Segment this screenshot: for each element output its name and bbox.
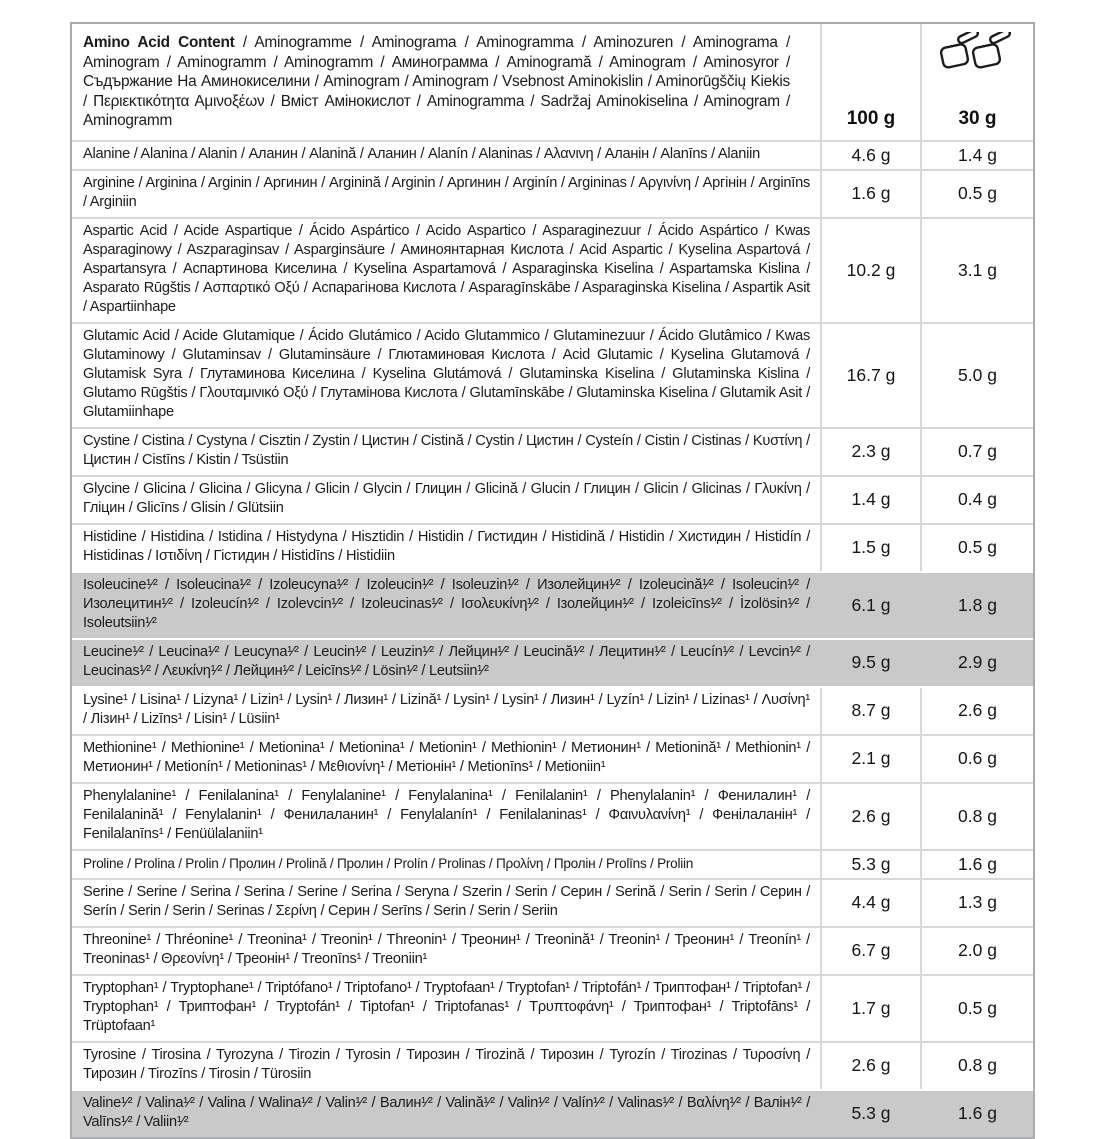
value-30g-cell: 1.3 g — [920, 880, 1033, 926]
amino-names-cell: Lysine¹ / Lisina¹ / Lizyna¹ / Lizin¹ / Lysin¹ / Лизин¹ / Lizină¹ / Lysin¹ / Lysin¹ / Лизин¹ / Lyzín¹ / Lizin¹ / Lizinas¹ / Λυσίνη¹ / Лізин¹ / Lizīns¹ / Lisin¹ / Lüsiin¹ — [83, 691, 810, 727]
amino-names-cell: Tyrosine / Tirosina / Tyrozyna / Tirozin / Tyrosin / Тирозин / Tirozină / Тирозин / Tyrozín / Tirozinas / Τυροσίνη / Тирозин / Tirozīns / Tirosin / Türosiin — [83, 1046, 810, 1082]
value-100g-cell: 16.7 g — [820, 324, 920, 427]
table-row-isoleucine — [72, 571, 1033, 638]
amino-names-cell: Phenylalanine¹ / Fenilalanina¹ / Fenylalanine¹ / Fenylalanina¹ / Fenilalanin¹ / Phenylalanin¹ / Фенилалин¹ / Fenilalanină¹ / Fenylalanin¹ / Фенилаланин¹ / Fenylalanín¹ / Fenilalaninas¹ / Φαινυλανίνη¹ / Фенілаланін¹ / Fenilalanīns¹ / Fenüülalaniin¹ — [83, 787, 810, 842]
column-header-30g: 30 g — [920, 24, 1033, 140]
column-header-100g: 100 g — [820, 24, 920, 140]
value-100g-cell: 1.7 g — [820, 976, 920, 1041]
value-100g-cell: 10.2 g — [820, 219, 920, 322]
amino-names-cell: Glycine / Glicina / Glicina / Glicyna / Glicin / Glycin / Глицин / Glicină / Glucin / Глицин / Glicin / Glicinas / Γλυκίνη / Гліцин / Glicīns / Glisin / Glütsiin — [83, 480, 810, 516]
value-30g-cell: 2.9 g — [958, 652, 997, 672]
value-100g-cell: 2.6 g — [820, 1043, 920, 1089]
value-30g-cell: 0.8 g — [920, 784, 1033, 849]
header-row — [72, 24, 1033, 140]
value-30g-cell: 0.7 g — [920, 429, 1033, 475]
table-row-histidine — [72, 523, 1033, 571]
table-row-tyrosine — [72, 1041, 1033, 1089]
table-row-threonine — [72, 926, 1033, 974]
amino-names-cell: Glutamic Acid / Acide Glutamique / Ácido Glutámico / Acido Glutammico / Glutaminezuur / Ácido Glutâmico / Kwas Glutaminowy / Glutaminsav / Glutaminsäure / Глютаминовая Кислота / Acid Glutamic / Kyselina Glutamová / Glutamisk Syra / Глутаминова Киселина / Kyselina Glutámová / Glutaminska Kiselina / Glutaminska Kislina / Glutamo Rūgštis / Γλουταμινικό Οξύ / Глутамінова Кислота / Glutamīnskābe / Glutaminska Kiselina / Glutamik Asit / Glutamiinhape — [83, 327, 810, 420]
value-100g-cell: 9.5 g — [851, 652, 891, 672]
value-100g-cell: 1.6 g — [820, 171, 920, 217]
value-30g-cell: 3.1 g — [920, 219, 1033, 322]
scoop-icons — [938, 32, 1018, 74]
value-30g-cell: 5.0 g — [920, 324, 1033, 427]
table-row-phenylalanine — [72, 782, 1033, 849]
value-100g-cell: 5.3 g — [851, 1103, 891, 1123]
amino-acid-table — [70, 22, 1035, 1139]
amino-names-cell: Tryptophan¹ / Tryptophane¹ / Triptófano¹ / Triptofano¹ / Tryptofaan¹ / Tryptofan¹ / Triptofán¹ / Триптофан¹ / Triptofan¹ / Tryptophan¹ / Триптофан¹ / Tryptofán¹ / Tiptofan¹ / Triptofanas¹ / Τρυπτοφάνη¹ / Триптофан¹ / Triptofāns¹ / Trüptofaan¹ — [83, 979, 810, 1034]
table-title-bold: Amino Acid Content — [83, 34, 235, 51]
amino-names-cell: Methionine¹ / Methionine¹ / Metionina¹ / Metionina¹ / Metionin¹ / Methionin¹ / Метионин¹ / Metionină¹ / Methionin¹ / Метионин¹ / Metionín¹ / Metioninas¹ / Μεθιονίνη¹ / Метіонін¹ / Metionīns¹ / Metioniin¹ — [83, 739, 810, 775]
table-row-proline — [72, 849, 1033, 878]
amino-names-cell: Alanine / Alanina / Alanin / Аланин / Alanină / Аланин / Alanín / Alaninas / Αλανινη / Аланін / Alanīns / Alaniin — [83, 145, 760, 162]
value-100g-cell: 6.1 g — [851, 594, 891, 615]
value-100g-cell: 2.6 g — [820, 784, 920, 849]
value-100g-cell: 8.7 g — [820, 688, 920, 734]
table-row-methionine — [72, 734, 1033, 782]
value-100g-cell: 4.6 g — [820, 142, 920, 169]
value-100g-cell: 1.5 g — [820, 525, 920, 571]
table-row-aspartic-acid — [72, 217, 1033, 322]
table-row-glutamic-acid — [72, 322, 1033, 427]
amino-names-cell: Leucine¹⁄² / Leucina¹⁄² / Leucyna¹⁄² / Leucin¹⁄² / Leuzin¹⁄² / Лейцин¹⁄² / Leucină¹⁄² / Лецитин¹⁄² / Leucín¹⁄² / Levcin¹⁄² / Leucinas¹⁄² / Λευκίνη¹⁄² / Лейцин¹⁄² / Leicīns¹⁄² / Lösin¹⁄² / Leutsiin¹⁄² — [83, 643, 810, 679]
value-30g-cell: 0.5 g — [920, 525, 1033, 571]
table-row-serine — [72, 878, 1033, 926]
value-100g-cell: 5.3 g — [820, 851, 920, 878]
amino-names-cell: Histidine / Histidina / Istidina / Histydyna / Hisztidin / Histidin / Гистидин / Histidină / Histidin / Хистидин / Histidín / Histidinas / Ιστιδίνη / Гістидин / Histidīns / Histidiin — [83, 528, 810, 564]
value-30g-cell: 1.8 g — [958, 594, 997, 615]
table-row-valine — [72, 1089, 1033, 1137]
value-30g-cell: 0.6 g — [920, 736, 1033, 782]
table-row-lysine — [72, 686, 1033, 734]
table-row-leucine — [72, 638, 1033, 686]
value-100g-cell: 4.4 g — [820, 880, 920, 926]
value-30g-cell: 2.6 g — [920, 688, 1033, 734]
value-30g-cell: 1.6 g — [920, 851, 1033, 878]
amino-names-cell: Arginine / Arginina / Arginin / Аргинин / Arginină / Arginin / Аргинин / Arginín / Argininas / Αργινίνη / Аргінін / Arginīns / Arginiin — [83, 174, 810, 210]
amino-names-cell: Threonine¹ / Thréonine¹ / Treonina¹ / Treonin¹ / Threonin¹ / Треонин¹ / Treonină¹ / Treonin¹ / Треонин¹ / Treonín¹ / Treoninas¹ / Θρεονίνη¹ / Треонін¹ / Treonīns¹ / Treoniin¹ — [83, 931, 810, 967]
amino-names-cell: Serine / Serine / Serina / Serina / Serine / Serina / Seryna / Szerin / Serin / Серин / Serină / Serin / Serin / Серин / Serín / Serin / Serin / Serinas / Σερίνη / Серин / Serīns / Serin / Serin / Seriin — [83, 883, 810, 919]
value-30g-cell: 1.4 g — [920, 142, 1033, 169]
table-row-cystine — [72, 427, 1033, 475]
value-100g-cell: 2.1 g — [820, 736, 920, 782]
amino-names-cell: Isoleucine¹⁄² / Isoleucina¹⁄² / Izoleucyna¹⁄² / Izoleucin¹⁄² / Isoleuzin¹⁄² / Изолейцин¹⁄² / Izoleucină¹⁄² / Isoleucin¹⁄² / Изолецитин¹⁄² / Izoleucín¹⁄² / Izolevcin¹⁄² / Izoleucinas¹⁄² / Ισολευκίνη¹⁄² / Ізолейцин¹⁄² / Izoleicīns¹⁄² / İzolösin¹⁄² / Isoleutsiin¹⁄² — [83, 576, 810, 631]
amino-names-cell: Proline / Prolina / Prolin / Пролин / Prolină / Пролин / Prolín / Prolinas / Προλίνη / Пролін / Prolīns / Proliin — [83, 855, 694, 871]
amino-names-cell: Valine¹⁄² / Valina¹⁄² / Valina / Walina¹⁄² / Valin¹⁄² / Валин¹⁄² / Valină¹⁄² / Valin¹⁄² / Valín¹⁄² / Valinas¹⁄² / Βαλίνη¹⁄² / Валін¹⁄² / Valīns¹⁄² / Valiin¹⁄² — [83, 1094, 810, 1130]
table-row-glycine — [72, 475, 1033, 523]
table-title-translations: / Aminogramme / Aminograma / Aminogramma / Aminozuren / Aminograma / Aminogram / Aminogramm / Aminogramm / Аминограмма / Aminogramă / Aminogram / Aminosyror / Съдържание На Аминокиселини / Aminogram / Aminogram / Vsebnost Aminokislin / Aminorūgščių Kiekis / Περιεκτικότητα Αμινοξέων / Вміст Амінокислот / Aminogramma / Sadržaj Aminokiselina / Aminogram / Aminogramm — [83, 34, 791, 129]
value-30g-cell: 0.5 g — [920, 171, 1033, 217]
amino-names-cell: Cystine / Cistina / Cystyna / Cisztin / Zystin / Цистин / Cistină / Cystin / Цистин / Cysteín / Cistin / Cistinas / Κυστίνη / Цистин / Cistīns / Kistin / Tsüstiin — [83, 432, 810, 468]
value-30g-cell: 1.6 g — [958, 1103, 997, 1123]
value-30g-cell: 0.5 g — [920, 976, 1033, 1041]
table-title — [72, 24, 820, 140]
value-30g-cell: 0.4 g — [920, 477, 1033, 523]
table-row-tryptophan — [72, 974, 1033, 1041]
value-100g-cell: 6.7 g — [820, 928, 920, 974]
table-row-alanine — [72, 140, 1033, 169]
table-row-arginine — [72, 169, 1033, 217]
amino-names-cell: Aspartic Acid / Acide Aspartique / Ácido Aspártico / Acido Aspartico / Asparaginezuur / Ácido Aspártico / Kwas Asparaginowy / Aszparaginsav / Asparginsäure / Аминоянтарная Кислота / Acid Aspartic / Kyselina Aspartová / Aspartansyra / Аспартинова Киселина / Kyselina Aspartamová / Asparaginska Kiselina / Aspartamska Kislina / Asparato Rūgštis / Ασπαρτικό Οξύ / Аспарагінова Кислота / Asparagīnskābe / Asparaginska Kiselina / Aspartik Asit / Aspartiinhape — [83, 222, 810, 315]
measuring-scoop-icon — [970, 32, 1018, 74]
value-100g-cell: 2.3 g — [820, 429, 920, 475]
value-100g-cell: 1.4 g — [820, 477, 920, 523]
value-30g-cell: 0.8 g — [920, 1043, 1033, 1089]
value-30g-cell: 2.0 g — [920, 928, 1033, 974]
